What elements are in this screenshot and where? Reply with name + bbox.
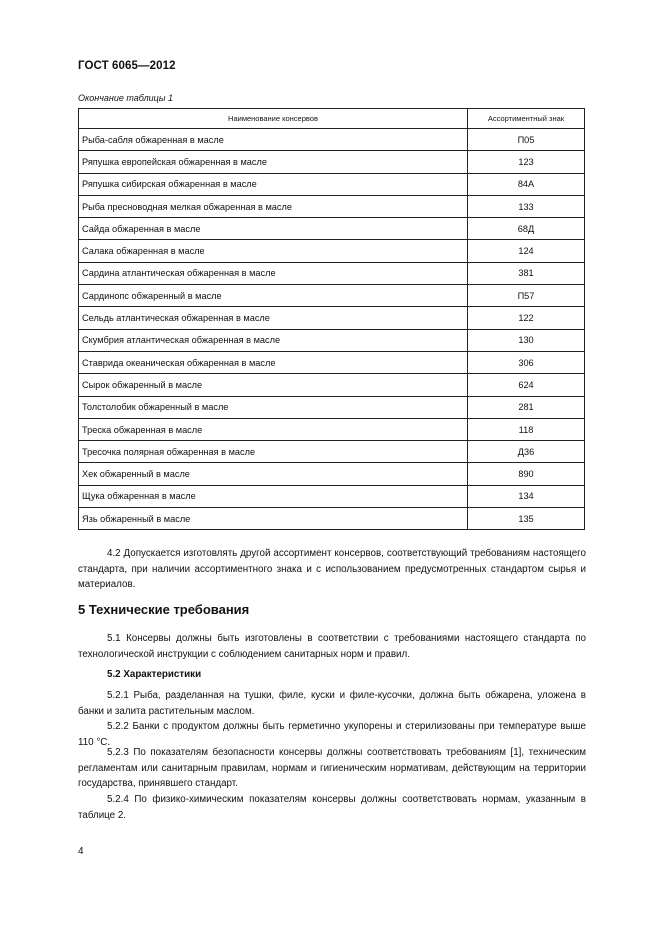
table-row [79,418,585,440]
assortment-code-cell: 134 [468,485,585,507]
assortment-code-cell: 122 [468,307,585,329]
table-row [79,351,585,373]
column-header-name: Наименование консервов [79,109,468,129]
product-name-cell: Хек обжаренный в масле [79,463,468,485]
paragraph-5-2-4: 5.2.4 По физико-химическим показателям консервы должны соответствовать нормам, указанным в таблице 2. [78,794,586,821]
product-name-cell: Тресочка полярная обжаренная в масле [79,441,468,463]
paragraph-4-2: 4.2 Допускается изготовлять другой ассортимент консервов, соответствующий требованиям настоящего стандарта, при наличии ассортиментного знака и с использованием предусмотренных стандартом сырья и материалов. [78,548,586,590]
assortment-code-cell: 890 [468,463,585,485]
assortment-code-cell: 624 [468,374,585,396]
product-name-cell: Сайда обжаренная в масле [79,218,468,240]
table-row [79,307,585,329]
table-row [79,240,585,262]
table-row [79,129,585,151]
section-5-title: 5 Технические требования [78,602,250,617]
assortment-code-cell: Д36 [468,441,585,463]
table-row [79,508,585,530]
assortment-code-cell: П57 [468,285,585,307]
table-caption: Окончание таблицы 1 [78,93,173,103]
table-row [79,285,585,307]
canned-fish-table [78,108,585,530]
product-name-cell: Толстолобик обжаренный в масле [79,396,468,418]
table-row [79,151,585,173]
product-name-cell: Ряпушка сибирская обжаренная в масле [79,173,468,195]
page-number: 4 [78,846,84,857]
paragraph-5-2-1: 5.2.1 Рыба, разделанная на тушки, филе, куски и филе-кусочки, должна быть обжарена, уложена в банки и залита растительным маслом. [78,690,586,717]
product-name-cell: Сельдь атлантическая обжаренная в масле [79,307,468,329]
product-name-cell: Сардинопс обжаренный в масле [79,285,468,307]
product-name-cell: Язь обжаренный в масле [79,508,468,530]
assortment-code-cell: 281 [468,396,585,418]
table-header-row [79,109,585,129]
assortment-code-cell: 118 [468,418,585,440]
table-row [79,463,585,485]
product-name-cell: Рыба-сабля обжаренная в масле [79,129,468,151]
assortment-code-cell: П05 [468,129,585,151]
table-row [79,396,585,418]
table-row [79,441,585,463]
assortment-code-cell: 135 [468,508,585,530]
subsection-5-2-title: 5.2 Характеристики [107,669,202,680]
assortment-code-cell: 306 [468,351,585,373]
product-name-cell: Ставрида океаническая обжаренная в масле [79,351,468,373]
product-name-cell: Сардина атлантическая обжаренная в масле [79,262,468,284]
product-name-cell: Ряпушка европейская обжаренная в масле [79,151,468,173]
product-name-cell: Сырок обжаренный в масле [79,374,468,396]
product-name-cell: Рыба пресноводная мелкая обжаренная в масле [79,195,468,217]
assortment-code-cell: 130 [468,329,585,351]
table-row [79,329,585,351]
product-name-cell: Салака обжаренная в масле [79,240,468,262]
assortment-code-cell: 84А [468,173,585,195]
assortment-code-cell: 124 [468,240,585,262]
assortment-code-cell: 133 [468,195,585,217]
column-header-code: Ассортиментный знак [468,109,585,129]
paragraph-5-2-3: 5.2.3 По показателям безопасности консервы должны соответствовать требованиям [1], техническим регламентам или санитарным правилам, нормам и гигиеническим нормативам, действующим на территории государства, принявшего стандарт. [78,747,586,789]
paragraph-5-1: 5.1 Консервы должны быть изготовлены в соответствии с требованиями настоящего стандарта по технологической инструкции с соблюдением санитарных норм и правил. [78,633,586,660]
product-name-cell: Треска обжаренная в масле [79,418,468,440]
assortment-code-cell: 68Д [468,218,585,240]
assortment-code-cell: 381 [468,262,585,284]
table-row [79,173,585,195]
product-name-cell: Щука обжаренная в масле [79,485,468,507]
table-row [79,195,585,217]
table-row [79,485,585,507]
product-name-cell: Скумбрия атлантическая обжаренная в масле [79,329,468,351]
standard-code-header: ГОСТ 6065—2012 [78,60,176,72]
table-row [79,218,585,240]
table-row [79,374,585,396]
table-row [79,262,585,284]
paragraph-5-2-2: 5.2.2 Банки с продуктом должны быть герметично укупорены и стерилизованы при температуре выше 110 °С. [78,721,586,748]
assortment-code-cell: 123 [468,151,585,173]
